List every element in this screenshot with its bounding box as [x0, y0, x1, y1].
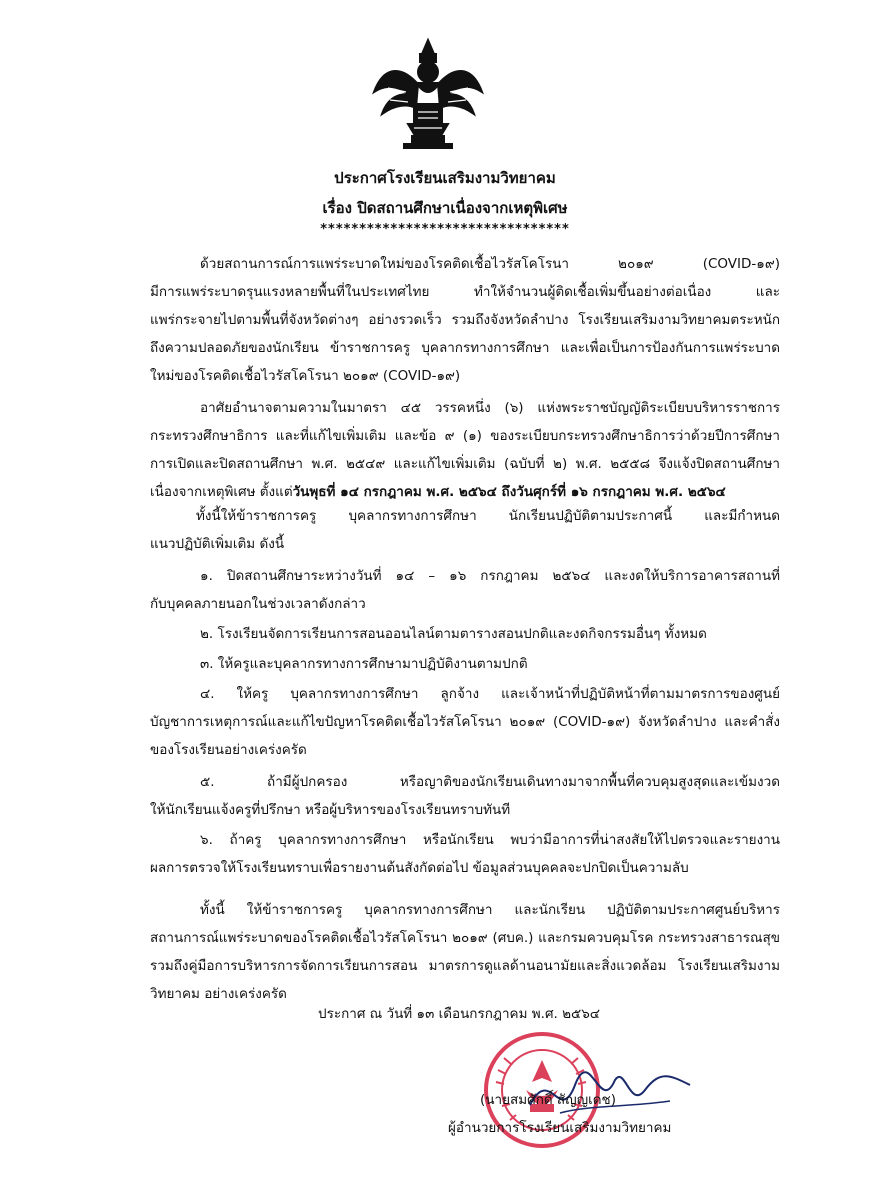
announcement-subject: เรื่อง ปิดสถานศึกษาเนื่องจากเหตุพิเศษ	[322, 199, 568, 217]
paragraph-line: วิทยาคม อย่างเคร่งครัด	[150, 986, 287, 1002]
paragraph-line: ทั้งนี้ให้ข้าราชการครู บุคลากรทางการศึกษา นักเรียนปฏิบัติตามประกาศนี้ และมีกำหนด	[196, 508, 780, 524]
paragraph-line: ทั้งนี้ ให้ข้าราชการครู บุคลากรทางการศึกษา และนักเรียน ปฏิบัติตามประกาศศูนย์บริหาร	[200, 902, 780, 918]
announcement-title: ประกาศโรงเรียนเสริมงามวิทยาคม	[334, 169, 556, 187]
list-item-1: ๑. ปิดสถานศึกษาระหว่างวันที่ ๑๔ – ๑๖ กรกฎาคม ๒๕๖๔ และงดให้บริการอาคารสถานที่	[200, 568, 780, 584]
paragraph-line: รวมถึงคู่มือการบริหารการจัดการเรียนการสอน มาตรการดูแลด้านอนามัยและสิ่งแวดล้อม โรงเรียนเสริมงาม	[150, 958, 780, 974]
list-item-3: ๓. ให้ครูและบุคลากรทางการศึกษามาปฏิบัติงานตามปกติ	[200, 656, 528, 672]
signer-position: ผู้อำนวยการโรงเรียนเสริมงามวิทยาคม	[448, 1120, 672, 1136]
list-item-2: ๒. โรงเรียนจัดการเรียนการสอนออนไลน์ตามตารางสอนปกติและงดกิจกรรมอื่นๆ ทั้งหมด	[200, 626, 707, 642]
title-divider: ********************************	[320, 222, 570, 237]
list-item-4-cont: ของโรงเรียนอย่างเคร่งครัด	[150, 742, 307, 758]
list-item-5: ๕. ถ้ามีผู้ปกครอง หรือญาติของนักเรียนเดินทางมาจากพื้นที่ควบคุมสูงสุดและเข้มงวด	[200, 774, 780, 790]
paragraph-line: แนวปฏิบัติเพิ่มเติม ดังนี้	[150, 536, 285, 552]
closure-prefix: เนื่องจากเหตุพิเศษ ตั้งแต่	[150, 484, 293, 500]
list-item-1-cont: กับบุคคลภายนอกในช่วงเวลาดังกล่าว	[150, 596, 366, 612]
list-item-4: ๔. ให้ครู บุคลากรทางการศึกษา ลูกจ้าง และเจ้าหน้าที่ปฏิบัติหน้าที่ตามมาตรการของศูนย์	[200, 686, 780, 702]
announcement-date: ประกาศ ณ วันที่ ๑๓ เดือนกรกฎาคม พ.ศ. ๒๕๖๔	[318, 1006, 601, 1022]
list-item-4-cont: บัญชาการเหตุการณ์และแก้ไขปัญหาโรคติดเชื้อไวรัสโคโรนา ๒๐๑๙ (COVID-๑๙) จังหวัดลำปาง และคำสั่ง	[150, 714, 780, 730]
paragraph-line: สถานการณ์แพร่ระบาดของโรคติดเชื้อไวรัสโคโรนา ๒๐๑๙ (ศบค.) และกรมควบคุมโรค กระทรวงสาธารณสุข	[150, 930, 780, 946]
paragraph-line: การเปิดและปิดสถานศึกษา พ.ศ. ๒๕๔๙ และแก้ไขเพิ่มเติม (ฉบับที่ ๒) พ.ศ. ๒๕๕๘ จึงแจ้งปิดสถานศึกษา	[150, 456, 780, 472]
closure-dates: วันพุธที่ ๑๔ กรกฎาคม พ.ศ. ๒๕๖๔ ถึงวันศุกร์ที่ ๑๖ กรกฎาคม พ.ศ. ๒๕๖๔	[292, 484, 726, 500]
paragraph-line-closure-dates	[150, 482, 726, 502]
list-item-6: ๖. ถ้าครู บุคลากรทางการศึกษา หรือนักเรียน พบว่ามีอาการที่น่าสงสัยให้ไปตรวจและรายงาน	[200, 832, 780, 848]
paragraph-line: แพร่กระจายไปตามพื้นที่จังหวัดต่างๆ อย่างรวดเร็ว รวมถึงจังหวัดลำปาง โรงเรียนเสริมงามวิทยาคมตระหนัก	[150, 312, 780, 328]
signer-name: (นายสมศักดิ์ สัญญเดช)	[480, 1092, 616, 1108]
paragraph-line: มีการแพร่ระบาดรุนแรงหลายพื้นที่ในประเทศไทย ทำให้จำนวนผู้ติดเชื้อเพิ่มขึ้นอย่างต่อเนื่อง และ	[150, 284, 780, 300]
paragraph-line: ถึงความปลอดภัยของนักเรียน ข้าราชการครู บุคลากรทางการศึกษา และเพื่อเป็นการป้องกันการแพร่ระบาด	[150, 340, 780, 356]
garuda-emblem-icon	[368, 32, 488, 152]
list-item-5-cont: ให้นักเรียนแจ้งครูที่ปรึกษา หรือผู้บริหารของโรงเรียนทราบทันที	[150, 802, 511, 818]
paragraph-line: อาศัยอำนาจตามความในมาตรา ๔๕ วรรคหนึ่ง (๖) แห่งพระราชบัญญัติระเบียบบริหารราชการ	[200, 400, 780, 416]
paragraph-line: ใหม่ของโรคติดเชื้อไวรัสโคโรนา ๒๐๑๙ (COVID-๑๙)	[150, 368, 461, 384]
paragraph-line: กระทรวงศึกษาธิการ และที่แก้ไขเพิ่มเติม และข้อ ๙ (๑) ของระเบียบกระทรวงศึกษาธิการว่าด้วยปีการศึกษา	[150, 428, 780, 444]
paragraph-line: ด้วยสถานการณ์การแพร่ระบาดใหม่ของโรคติดเชื้อไวรัสโคโรนา ๒๐๑๙ (COVID-๑๙)	[200, 256, 780, 272]
list-item-6-cont: ผลการตรวจให้โรงเรียนทราบเพื่อรายงานต้นสังกัดต่อไป ข้อมูลส่วนบุคคลจะปกปิดเป็นความลับ	[150, 860, 689, 876]
